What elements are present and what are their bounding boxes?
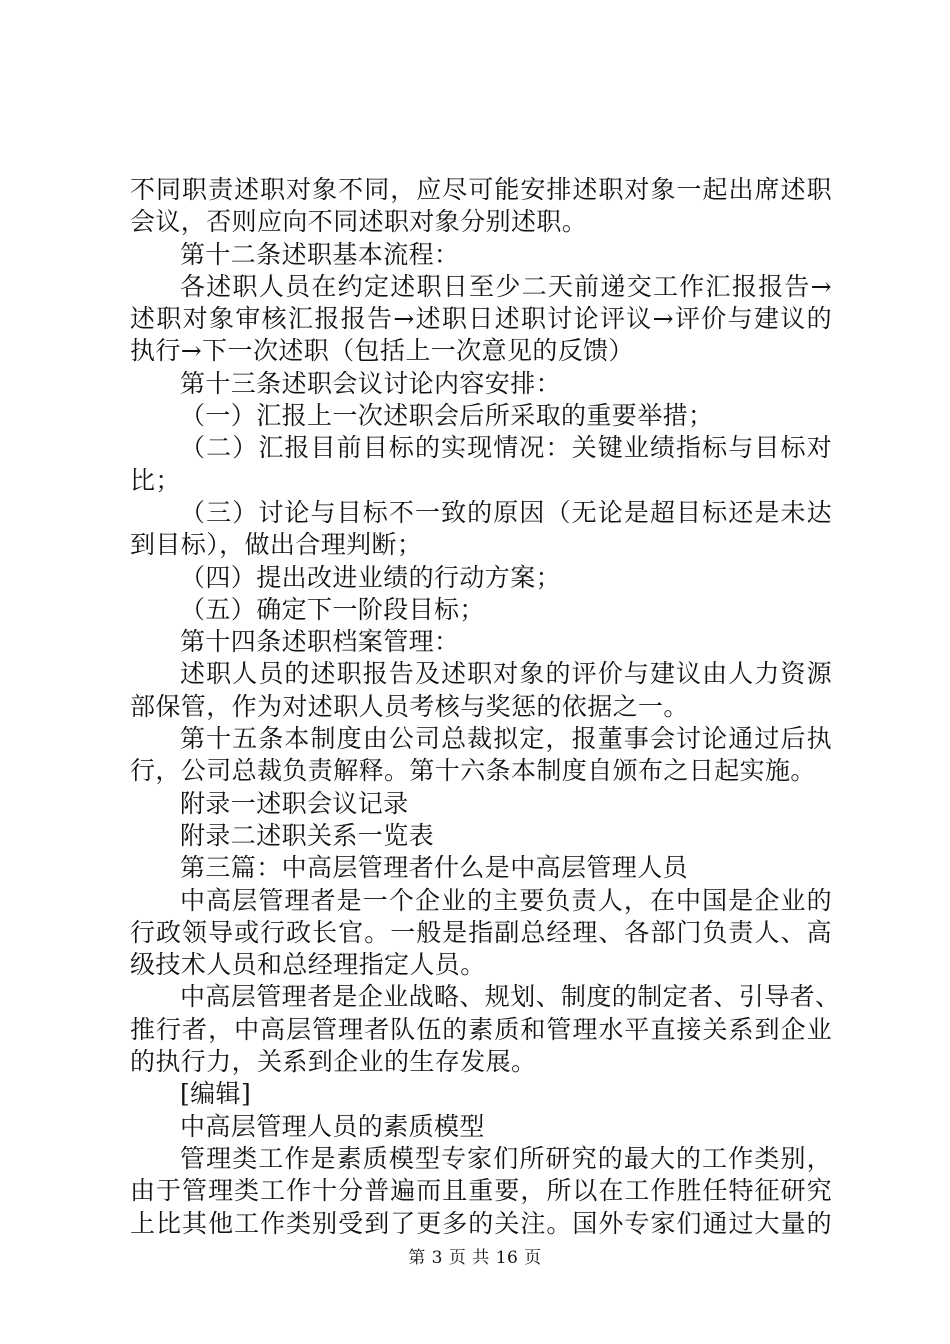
text-line: （五）确定下一阶段目标； bbox=[180, 594, 485, 624]
text-line: （一）汇报上一次述职会后所采取的重要举措； bbox=[180, 401, 714, 431]
text-line: 行政领导或行政长官。一般是指副总经理、各部门负责人、高 bbox=[130, 917, 832, 947]
text-line: 第十二条述职基本流程： bbox=[180, 239, 460, 269]
text-line: 的执行力，关系到企业的生存发展。 bbox=[130, 1047, 537, 1077]
text-line: 述职人员的述职报告及述职对象的评价与建议由人力资源 bbox=[180, 659, 832, 689]
text-line: 第十五条本制度由公司总裁拟定，报董事会讨论通过后执 bbox=[180, 724, 832, 754]
text-line: 第十三条述职会议讨论内容安排： bbox=[180, 368, 562, 398]
text-line: 中高层管理人员的素质模型 bbox=[180, 1111, 485, 1141]
text-line: （三）讨论与目标不一致的原因（无论是超目标还是未达 bbox=[180, 497, 832, 527]
text-line: 述职对象审核汇报报告→述职日述职讨论评议→评价与建议的 bbox=[130, 304, 832, 334]
text-line: （四）提出改进业绩的行动方案； bbox=[180, 562, 562, 592]
text-line: 到目标），做出合理判断； bbox=[130, 530, 423, 560]
text-line: 执行→下一次述职（包括上一次意见的反馈） bbox=[130, 336, 634, 366]
text-line: （二）汇报目前目标的实现情况：关键业绩指标与目标对 bbox=[180, 433, 832, 463]
text-line: 级技术人员和总经理指定人员。 bbox=[130, 950, 486, 980]
text-line: 中高层管理者是企业战略、规划、制度的制定者、引导者、 bbox=[180, 982, 841, 1012]
text-line: 推行者，中高层管理者队伍的素质和管理水平直接关系到企业 bbox=[130, 1014, 832, 1044]
text-line: 中高层管理者是一个企业的主要负责人，在中国是企业的 bbox=[180, 885, 832, 915]
text-line: 第十四条述职档案管理： bbox=[180, 627, 460, 657]
text-line: 行，公司总裁负责解释。第十六条本制度自颁布之日起实施。 bbox=[130, 756, 816, 786]
text-line: 附录二述职关系一览表 bbox=[180, 820, 435, 850]
text-line: 各述职人员在约定述职日至少二天前递交工作汇报报告→ bbox=[180, 271, 832, 301]
text-line: 部保管，作为对述职人员考核与奖惩的依据之一。 bbox=[130, 691, 689, 721]
text-line: 由于管理类工作十分普遍而且重要，所以在工作胜任特征研究 bbox=[130, 1176, 832, 1206]
text-line: [编辑] bbox=[180, 1079, 252, 1109]
document-body bbox=[130, 174, 841, 1240]
text-line: 比； bbox=[130, 465, 181, 495]
text-line: 附录一述职会议记录 bbox=[180, 788, 409, 818]
text-line: 不同职责述职对象不同，应尽可能安排述职对象一起出席述职 bbox=[130, 175, 832, 204]
text-line: 管理类工作是素质模型专家们所研究的最大的工作类别， bbox=[180, 1143, 832, 1173]
text-line: 上比其他工作类别受到了更多的关注。国外专家们通过大量的 bbox=[130, 1208, 832, 1238]
text-line: 会议，否则应向不同述职对象分别述职。 bbox=[130, 207, 588, 237]
page-footer: 第 3 页 共 16 页 bbox=[408, 1248, 542, 1268]
text-line: 第三篇：中高层管理者什么是中高层管理人员 bbox=[180, 853, 689, 883]
